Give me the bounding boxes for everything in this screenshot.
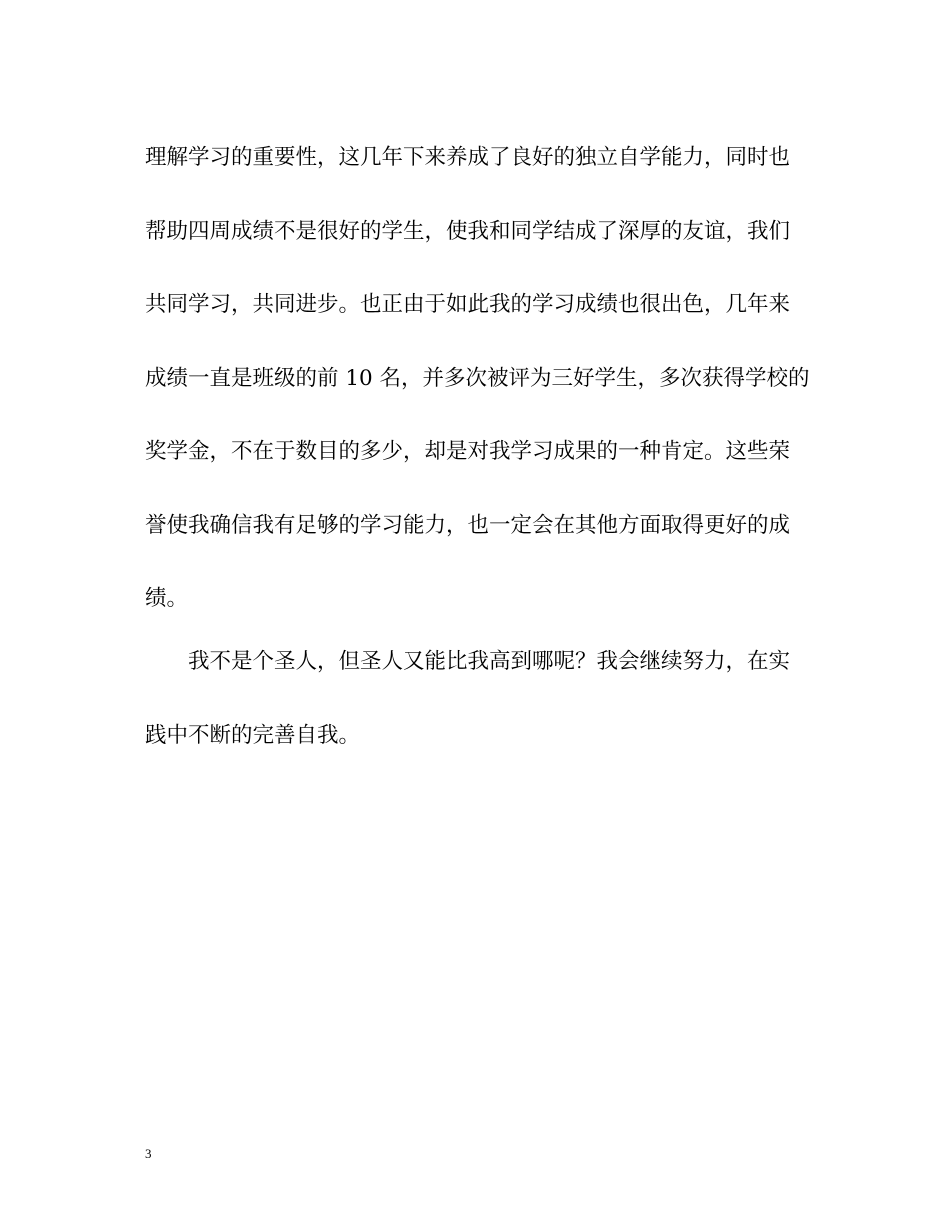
text-line: 绩。: [145, 586, 189, 611]
text-line: 践中不断的完善自我。: [145, 722, 361, 748]
text-line: 誉使我确信我有足够的学习能力，也一定会在其他方面取得更好的成: [145, 512, 791, 538]
text-line: 成绩一直是班级的前 10 名，并多次被评为三好学生，多次获得学校的: [145, 365, 810, 391]
text-line: 帮助四周成绩不是很好的学生，使我和同学结成了深厚的友谊，我们: [145, 218, 791, 244]
text-line: 共同学习，共同进步。也正由于如此我的学习成绩也很出色，几年来: [145, 292, 791, 317]
text-line: 理解学习的重要性，这几年下来养成了良好的独立自学能力，同时也: [145, 145, 791, 170]
paragraph-first-line: 我不是个圣人，但圣人又能比我高到哪呢？我会继续努力，在实: [188, 649, 791, 674]
page-number: 3: [145, 1146, 152, 1161]
text-line: 奖学金，不在于数目的多少，却是对我学习成果的一种肯定。这些荣: [145, 439, 791, 464]
body-text: [145, 140, 815, 791]
